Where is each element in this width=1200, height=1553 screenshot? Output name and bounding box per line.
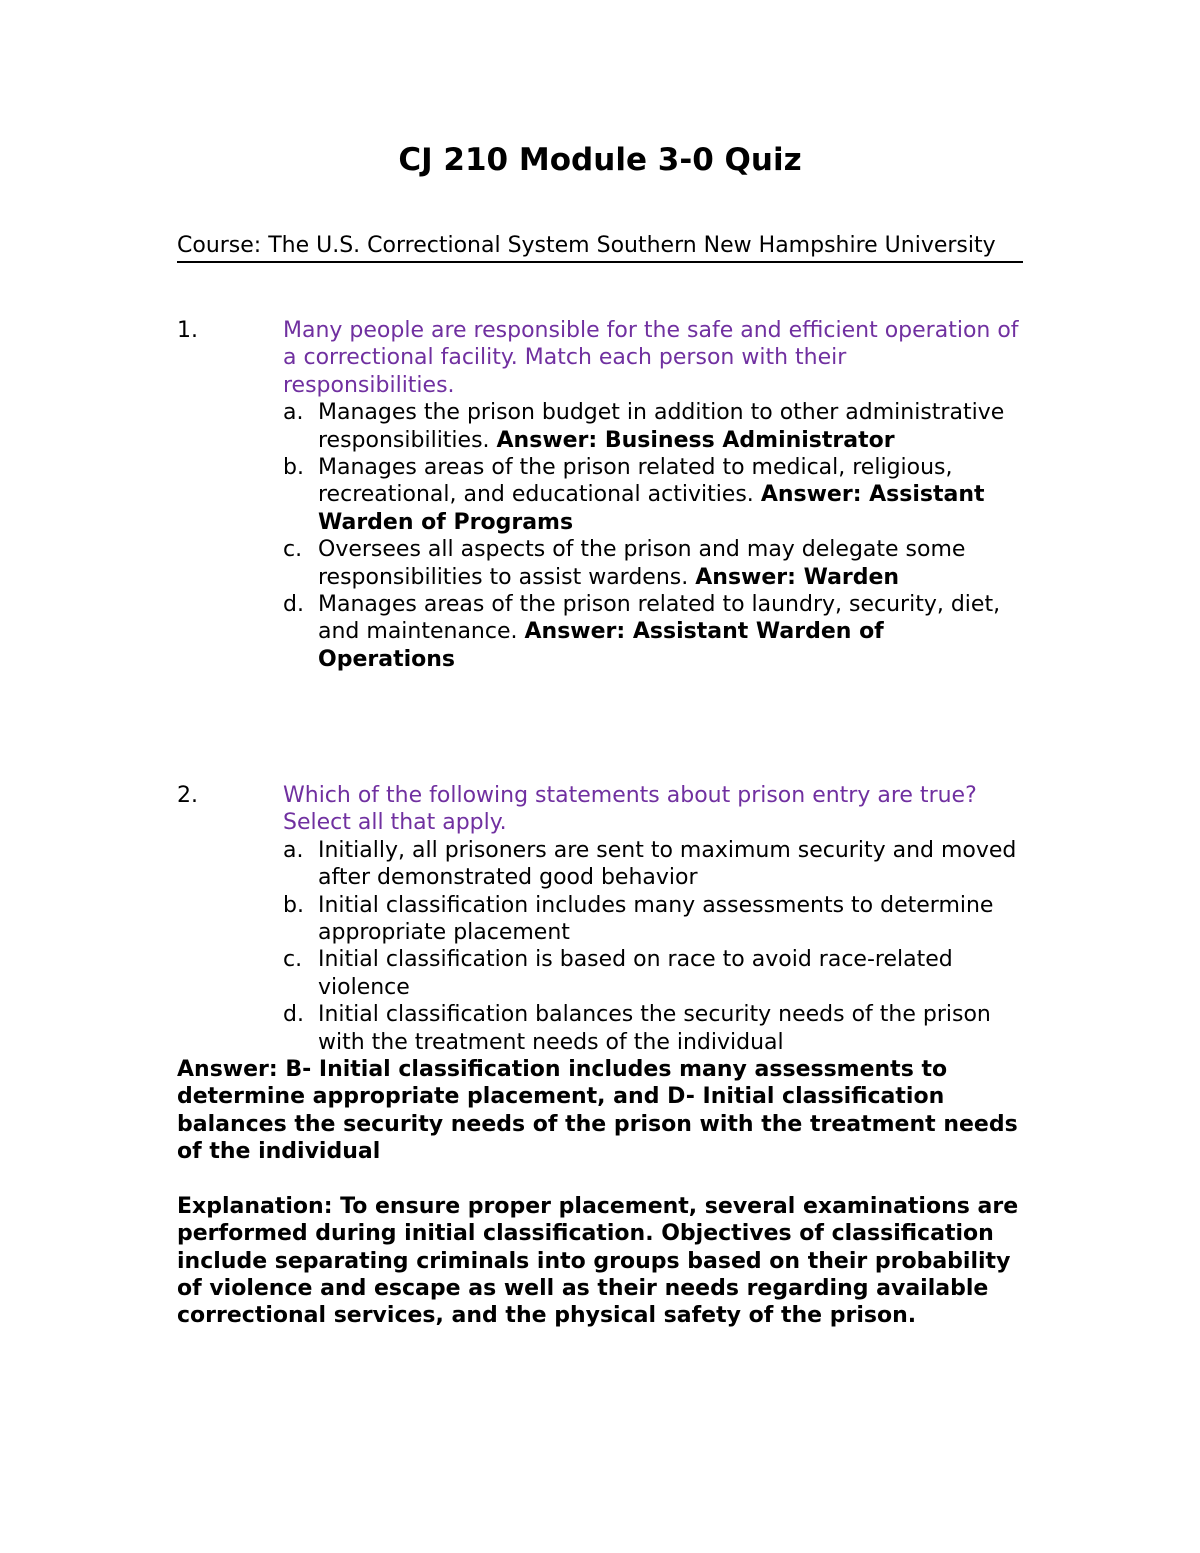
option-text: Manages the prison budget in addition to other administrative responsibilities.: [318, 400, 1005, 453]
option-text: Initial classification is based on race to avoid race-related violence: [318, 947, 953, 1000]
option-answer: Answer: Assistant Warden of Operations: [318, 619, 884, 672]
option-c: [283, 536, 1023, 591]
option-list: [177, 399, 1023, 673]
course-line: Course: The U.S. Correctional System Southern New Hampshire University: [177, 232, 1023, 263]
option-text: Initial classification includes many assessments to determine appropriate placement: [318, 892, 994, 946]
question-text: Many people are responsible for the safe and efficient operation of a correctional facility. Match each person with their responsibilities.: [283, 318, 1019, 398]
option-answer: Answer: Business Administrator: [496, 427, 895, 453]
question-1: [177, 317, 1023, 673]
option-b: [283, 454, 1023, 536]
option-text: Initial classification balances the security needs of the prison with the treatment needs of the individual: [318, 1002, 991, 1055]
question-2: [177, 782, 1023, 1330]
option-text: Oversees all aspects of the prison and may delegate some responsibilities to assist wardens.: [318, 537, 966, 590]
option-letter: c.: [283, 947, 303, 973]
option-a: [283, 399, 1023, 454]
option-answer: Answer: Warden: [695, 564, 900, 590]
option-letter: a.: [283, 837, 304, 863]
option-answer: Answer: Assistant Warden of Programs: [318, 482, 985, 535]
option-c: [283, 946, 1023, 1001]
option-letter: d.: [283, 592, 304, 618]
answer-paragraph: Answer: B- Initial classification includes many assessments to determine appropriate placement, and D- Initial classification balances the security needs of the prison with the treatment needs of the individual: [177, 1057, 1018, 1165]
option-b: [283, 892, 1023, 947]
option-d: [283, 1001, 1023, 1056]
question-number: 1.: [177, 318, 198, 343]
option-text: Manages areas of the prison related to medical, religious, recreational, and educational activities.: [318, 455, 953, 508]
option-a: [283, 837, 1023, 892]
option-letter: b.: [283, 455, 304, 481]
document-title: CJ 210 Module 3-0 Quiz: [398, 142, 802, 178]
option-letter: b.: [283, 892, 304, 918]
option-list: [177, 837, 1023, 1056]
option-d: [283, 591, 1023, 673]
option-letter: d.: [283, 1002, 304, 1028]
option-letter: c.: [283, 537, 303, 563]
option-text: Initially, all prisoners are sent to maximum security and moved after demonstrated good behavior: [318, 837, 1017, 891]
question-number: 2.: [177, 783, 198, 808]
question-text: Which of the following statements about prison entry are true? Select all that apply.: [283, 783, 977, 836]
option-letter: a.: [283, 400, 304, 426]
option-text: Manages areas of the prison related to laundry, security, diet, and maintenance.: [318, 592, 1001, 645]
explanation-paragraph: Explanation: To ensure proper placement, several examinations are performed during initial classification. Objectives of classification include separating criminals into groups based on their probability of violence and escape as well as their needs regarding available correctional services, and the physical safety of the prison.: [177, 1193, 1019, 1329]
